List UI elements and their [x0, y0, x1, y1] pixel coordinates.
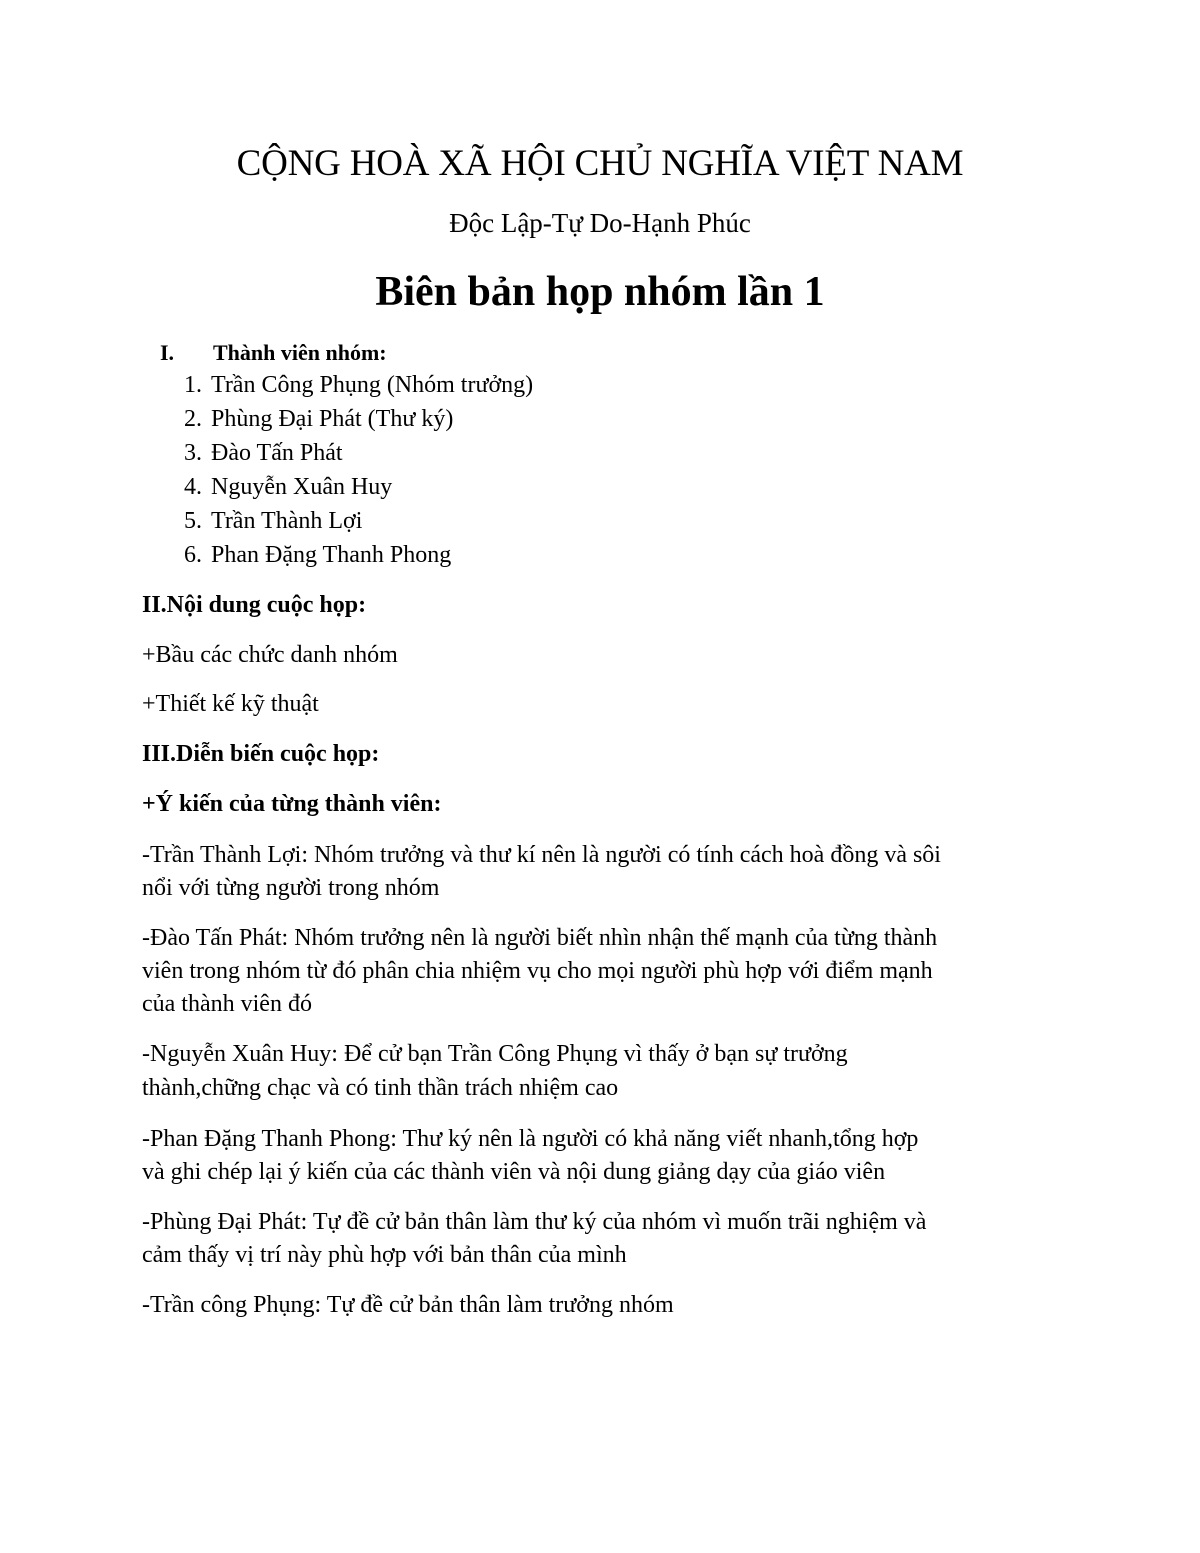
- section-3-heading: III.Diễn biến cuộc họp:: [142, 741, 380, 767]
- section-2-heading: II.Nội dung cuộc họp:: [142, 592, 367, 618]
- member-name: Phùng Đại Phát (Thư ký): [211, 406, 454, 432]
- agenda-item: +Bầu các chức danh nhóm: [142, 642, 398, 668]
- member-name: Trần Công Phụng (Nhóm trưởng): [211, 372, 534, 398]
- opinion-line: -Đào Tấn Phát: Nhóm trưởng nên là người biết nhìn nhận thế mạnh của từng thành: [142, 925, 938, 951]
- opinion-line: viên trong nhóm từ đó phân chia nhiệm vụ cho mọi người phù hợp với điểm mạnh: [142, 958, 933, 984]
- document-title: Biên bản họp nhóm lần 1: [375, 269, 825, 315]
- agenda-item: +Thiết kế kỹ thuật: [142, 691, 319, 717]
- member-number: 5.: [184, 508, 202, 534]
- opinion-line: nổi với từng người trong nhóm: [142, 875, 440, 901]
- opinion-line: -Trần Thành Lợi: Nhóm trưởng và thư kí nên là người có tính cách hoà đồng và sôi: [142, 842, 941, 868]
- member-name: Đào Tấn Phát: [211, 440, 343, 466]
- opinion-line: -Phan Đặng Thanh Phong: Thư ký nên là người có khả năng viết nhanh,tổng hợp: [142, 1126, 919, 1152]
- member-name: Nguyễn Xuân Huy: [211, 474, 393, 500]
- opinion-line: -Nguyễn Xuân Huy: Để cử bạn Trần Công Phụng vì thấy ở bạn sự trưởng: [142, 1041, 848, 1067]
- opinion-line: và ghi chép lại ý kiến của các thành viên và nội dung giảng dạy của giáo viên: [142, 1159, 886, 1185]
- opinion-line: thành,chững chạc và có tinh thần trách nhiệm cao: [142, 1075, 619, 1101]
- member-number: 2.: [184, 406, 202, 432]
- motto: Độc Lập-Tự Do-Hạnh Phúc: [449, 208, 751, 238]
- member-number: 6.: [184, 542, 202, 568]
- opinion-line: của thành viên đó: [142, 991, 312, 1017]
- opinion-line: cảm thấy vị trí này phù hợp với bản thân của mình: [142, 1242, 627, 1268]
- opinion-line: -Trần công Phụng: Tự đề cử bản thân làm trưởng nhóm: [142, 1292, 674, 1318]
- section-1-numeral: I.: [160, 340, 175, 365]
- section-3-subheading: +Ý kiến của từng thành viên:: [142, 791, 442, 817]
- section-1-heading: Thành viên nhóm:: [213, 340, 387, 365]
- member-number: 3.: [184, 440, 202, 466]
- member-name: Trần Thành Lợi: [211, 508, 363, 534]
- member-number: 1.: [184, 372, 202, 398]
- member-number: 4.: [184, 474, 202, 500]
- opinion-line: -Phùng Đại Phát: Tự đề cử bản thân làm thư ký của nhóm vì muốn trãi nghiệm và: [142, 1209, 927, 1235]
- country-title: CỘNG HOÀ XÃ HỘI CHỦ NGHĨA VIỆT NAM: [236, 143, 964, 184]
- member-name: Phan Đặng Thanh Phong: [211, 542, 452, 568]
